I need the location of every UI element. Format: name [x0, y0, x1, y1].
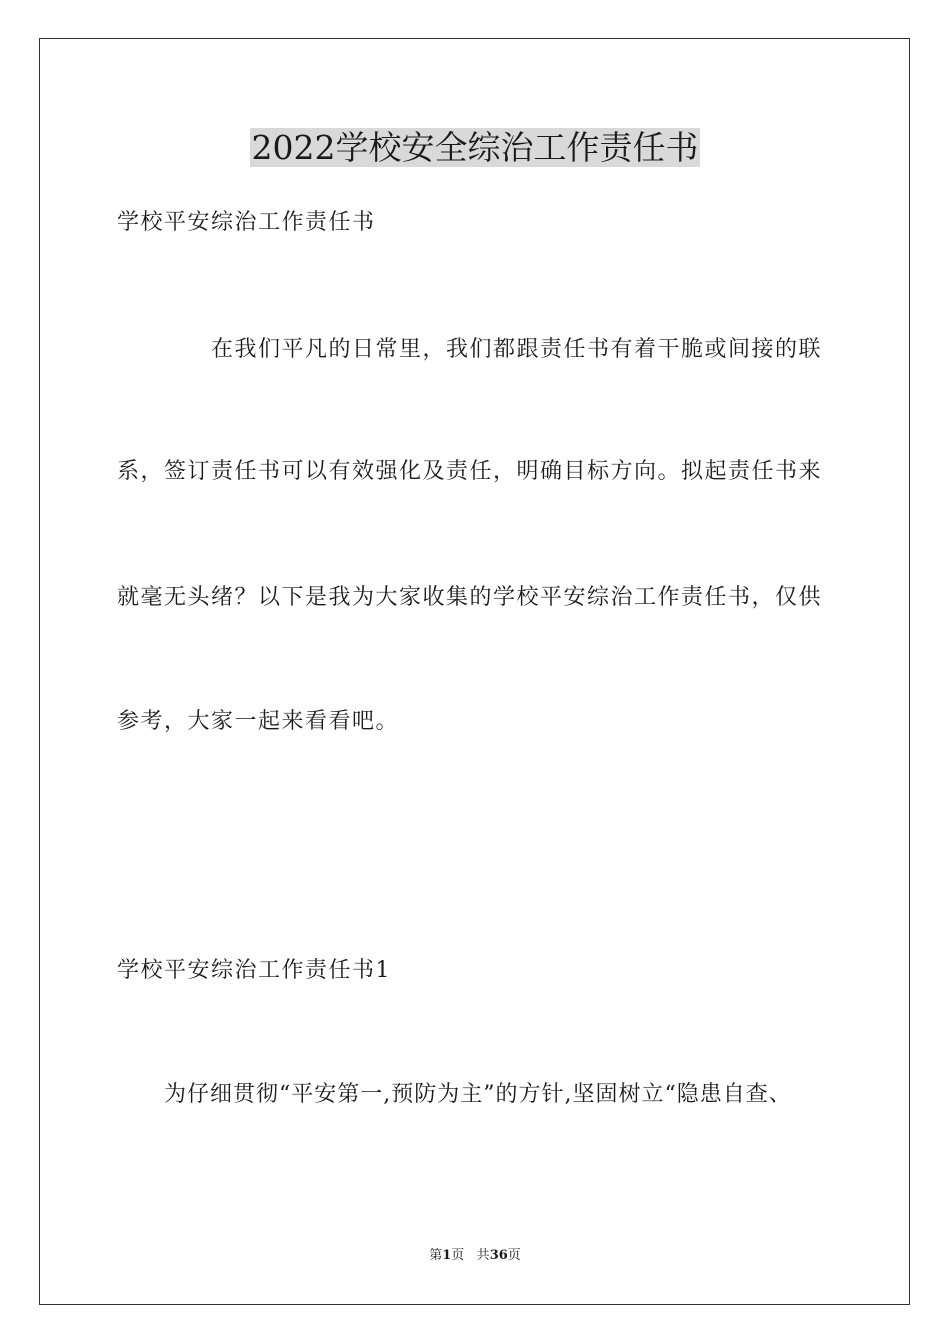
footer-total-pages: 36 — [489, 1248, 508, 1263]
paragraph-line-4: 参考，大家一起来看看吧。 — [117, 709, 400, 734]
page-footer — [0, 1247, 950, 1265]
section-heading: 学校平安综治工作责任书1 — [117, 958, 391, 983]
footer-page-prefix: 第 — [429, 1248, 443, 1263]
paragraph-line-2: 系，签订责任书可以有效强化及责任，明确目标方向。拟起责任书来 — [117, 459, 823, 484]
paragraph-line-3: 就毫无头绪？以下是我为大家收集的学校平安综治工作责任书，仅供 — [117, 585, 823, 610]
footer-page-suffix: 页 — [451, 1248, 465, 1263]
footer-total-prefix: 共 — [476, 1248, 490, 1263]
section-first-line: 为仔细贯彻“平安第一,预防为主”的方针,坚固树立“隐患自查、 — [164, 1082, 792, 1107]
paragraph-line-1: 在我们平凡的日常里，我们都跟责任书有着干脆或间接的联 — [211, 337, 823, 362]
document-title — [0, 126, 950, 170]
document-subtitle: 学校平安综治工作责任书 — [117, 210, 376, 235]
footer-total-suffix: 页 — [507, 1248, 521, 1263]
footer-page-number: 1 — [442, 1248, 452, 1263]
document-title-text: 2022学校安全综治工作责任书 — [251, 128, 699, 167]
